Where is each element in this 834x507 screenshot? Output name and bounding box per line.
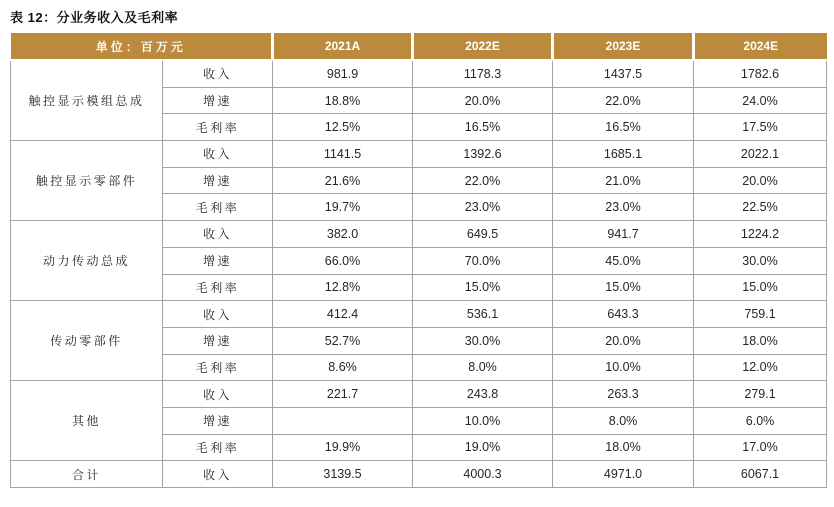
value-cell: 10.0% [553,354,694,381]
metric-cell: 增速 [163,327,273,354]
value-cell: 23.0% [553,194,694,221]
group-name-cell: 其他 [11,381,163,461]
value-cell: 412.4 [273,301,413,328]
value-cell: 6.0% [694,407,827,434]
table-row [11,60,827,87]
value-cell: 279.1 [694,381,827,408]
value-cell: 19.9% [273,434,413,461]
value-cell: 21.0% [553,167,694,194]
metric-cell: 收入 [163,381,273,408]
value-cell: 45.0% [553,247,694,274]
revenue-margin-table [10,33,827,488]
value-cell: 66.0% [273,247,413,274]
year-header-2024E: 2024E [694,33,827,60]
value-cell: 15.0% [413,274,553,301]
value-cell: 1437.5 [553,60,694,87]
value-cell: 17.5% [694,114,827,141]
table-row [11,381,827,408]
metric-cell: 毛利率 [163,434,273,461]
value-cell: 19.7% [273,194,413,221]
value-cell: 18.0% [694,327,827,354]
value-cell: 1178.3 [413,60,553,87]
value-cell: 16.5% [413,114,553,141]
value-cell: 18.8% [273,87,413,114]
metric-cell: 毛利率 [163,194,273,221]
value-cell: 22.0% [553,87,694,114]
value-cell: 20.0% [413,87,553,114]
value-cell: 643.3 [553,301,694,328]
value-cell: 8.6% [273,354,413,381]
value-cell: 8.0% [553,407,694,434]
value-cell: 243.8 [413,381,553,408]
year-header-2023E: 2023E [553,33,694,60]
metric-cell: 增速 [163,247,273,274]
group-name-cell: 动力传动总成 [11,221,163,301]
value-cell: 24.0% [694,87,827,114]
value-cell: 17.0% [694,434,827,461]
metric-cell: 收入 [163,60,273,87]
value-cell: 1141.5 [273,141,413,168]
metric-cell: 增速 [163,87,273,114]
value-cell: 20.0% [694,167,827,194]
value-cell: 1224.2 [694,221,827,248]
value-cell: 19.0% [413,434,553,461]
table-row [11,461,827,488]
value-cell: 3139.5 [273,461,413,488]
value-cell: 1782.6 [694,60,827,87]
metric-cell: 收入 [163,141,273,168]
table-header-row [11,33,827,60]
year-header-2021A: 2021A [273,33,413,60]
value-cell: 12.5% [273,114,413,141]
value-cell: 649.5 [413,221,553,248]
value-cell: 6067.1 [694,461,827,488]
value-cell: 20.0% [553,327,694,354]
group-name-cell: 触控显示零部件 [11,141,163,221]
value-cell: 12.0% [694,354,827,381]
value-cell: 263.3 [553,381,694,408]
metric-cell: 增速 [163,407,273,434]
unit-header-cell: 单位：百万元 [11,33,273,60]
value-cell: 22.0% [413,167,553,194]
value-cell: 15.0% [553,274,694,301]
group-name-cell: 合计 [11,461,163,488]
group-name-cell: 触控显示模组总成 [11,60,163,141]
value-cell: 8.0% [413,354,553,381]
value-cell: 1392.6 [413,141,553,168]
value-cell: 941.7 [553,221,694,248]
value-cell: 70.0% [413,247,553,274]
value-cell: 21.6% [273,167,413,194]
metric-cell: 毛利率 [163,354,273,381]
value-cell: 10.0% [413,407,553,434]
value-cell: 12.8% [273,274,413,301]
value-cell: 4971.0 [553,461,694,488]
metric-cell: 毛利率 [163,114,273,141]
group-name-cell: 传动零部件 [11,301,163,381]
table-body [11,33,827,488]
table-title: 表 12：分业务收入及毛利率 [10,10,179,25]
table-row [11,301,827,328]
metric-cell: 收入 [163,221,273,248]
year-header-2022E: 2022E [413,33,553,60]
value-cell: 30.0% [413,327,553,354]
metric-cell: 毛利率 [163,274,273,301]
value-cell: 52.7% [273,327,413,354]
value-cell: 382.0 [273,221,413,248]
value-cell: 1685.1 [553,141,694,168]
table-row [11,221,827,248]
value-cell: 759.1 [694,301,827,328]
value-cell: 4000.3 [413,461,553,488]
value-cell: 18.0% [553,434,694,461]
value-cell [273,407,413,434]
value-cell: 22.5% [694,194,827,221]
value-cell: 15.0% [694,274,827,301]
table-row [11,141,827,168]
value-cell: 536.1 [413,301,553,328]
value-cell: 23.0% [413,194,553,221]
value-cell: 2022.1 [694,141,827,168]
value-cell: 30.0% [694,247,827,274]
value-cell: 981.9 [273,60,413,87]
metric-cell: 收入 [163,301,273,328]
value-cell: 221.7 [273,381,413,408]
metric-cell: 增速 [163,167,273,194]
value-cell: 16.5% [553,114,694,141]
metric-cell: 收入 [163,461,273,488]
